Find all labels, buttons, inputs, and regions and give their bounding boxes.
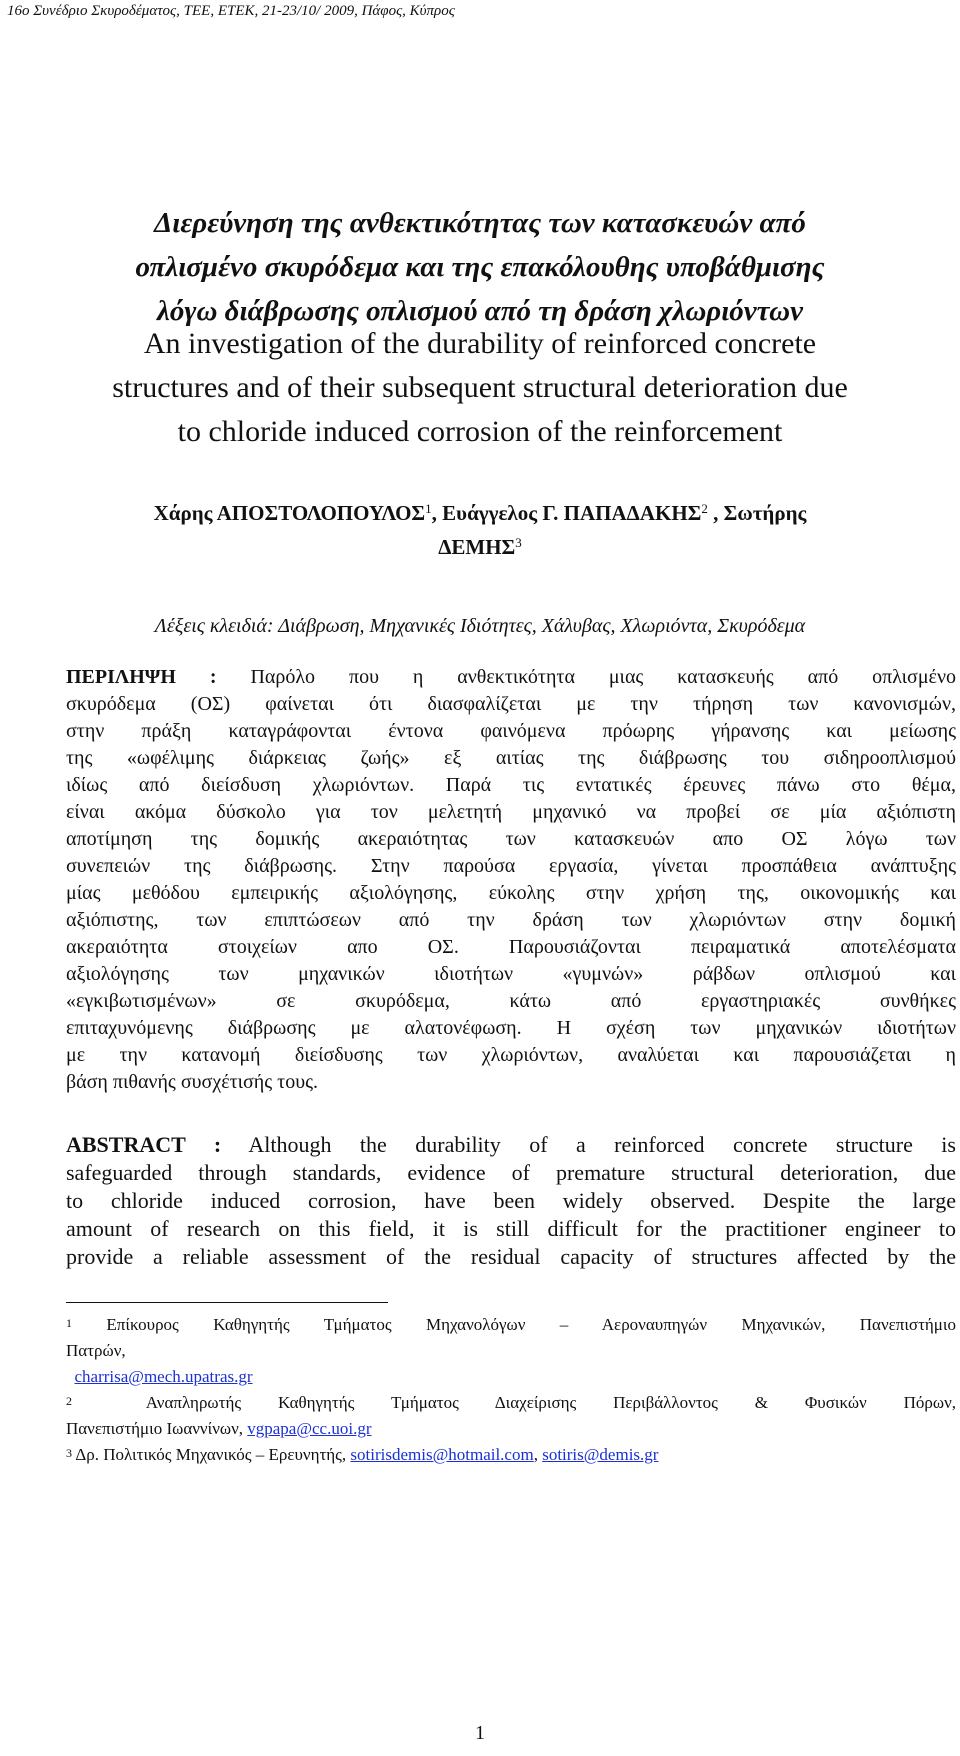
abstract-line [66,664,956,691]
abstract-line: «εγκιβωτισμένων» σε σκυρόδεμα, κάτω από εργαστηριακές συνθήκες [66,990,956,1012]
footnote-text: Πανεπιστήμιο Ιωαννίνων, [66,1419,244,1438]
abstract-greek [66,664,956,1096]
abstract-line: επιταχυνόμενης διάβρωσης με αλατονέφωση. Η σχέση των μηχανικών ιδιοτήτων [66,1017,956,1039]
title-greek-line: οπλισμένο σκυρόδεμα και της επακόλουθης υποβάθμισης [135,251,825,283]
title-english-line: structures and of their subsequent structural deterioration due [112,371,848,404]
abstract-line: ακεραιότητα στοιχείων απο ΟΣ. Παρουσιάζονται πειραματικά αποτελέσματα [66,936,956,958]
abstract-line: αξιολόγησης των μηχανικών ιδιοτήτων «γυμνών» ράβδων οπλισμού και [66,963,956,985]
abstract-line: to chloride induced corrosion, have been widely observed. Despite the large [66,1188,956,1213]
abstract-line: στην πράξη καταγράφονται έντονα φαινόμενα πρόωρης γήρανσης και μείωσης [66,720,956,742]
keywords: Λέξεις κλειδιά: Διάβρωση, Μηχανικές Ιδιότητες, Χάλυβας, Χλωριόντα, Σκυρόδεμα [154,615,806,637]
abstract-heading: ΠΕΡΙΛΗΨΗ : [66,666,217,688]
title-greek [40,201,920,333]
email-link[interactable]: vgpapa@cc.uoi.gr [247,1419,372,1438]
abstract-line: βάση πιθανής συσχέτισής τους. [66,1071,319,1093]
abstract-line: amount of research on this field, it is still difficult for the practitioner engineer to [66,1216,956,1241]
abstract-heading: ABSTRACT : [66,1132,222,1157]
title-english-line: An investigation of the durability of reinforced concrete [143,327,817,360]
abstract-text: Παρόλο που η ανθεκτικότητα μιας κατασκευής από οπλισμένο [250,666,956,688]
email-link[interactable]: sotirisdemis@hotmail.com [350,1445,534,1464]
affiliation-marker: 3 [515,535,522,550]
page-number: 1 [475,1722,485,1744]
footnote-2-cont [66,1416,956,1442]
author-line-1: Χάρης ΑΠΟΣΤΟΛΟΠΟΥΛΟΣ$^1$, Ευάγγελος Γ. ΠΑΠΑΔΑΚΗΣ$^2$ , Σωτήρης [153,501,807,525]
footnote-marker: 1 [66,1316,72,1330]
email-link[interactable]: charrisa@mech.upatras.gr [74,1367,253,1386]
abstract-line [66,1131,956,1159]
title-greek-line: Διερεύνηση της ανθεκτικότητας των κατασκευών από [154,207,806,239]
author-line-2 [40,530,920,564]
abstract-line: provide a reliable assessment of the residual capacity of structures affected by the [66,1244,956,1269]
footnote-text: Δρ. Πολιτικός Μηχανικός – Ερευνητής, [75,1445,347,1464]
abstract-text: Although the durability of a reinforced concrete structure is [248,1132,956,1157]
title-greek-line: λόγω διάβρωσης οπλισμού από τη δράση χλωριόντων [157,295,803,327]
footnote-2 [66,1390,956,1416]
footnote-marker: 3 [66,1446,72,1460]
footnote-1 [66,1312,956,1338]
footnote-1-email-line [66,1364,956,1390]
author-name: Σωτήρης [723,501,807,525]
abstract-line: με την κατανομή διείσδυσης των χλωριόντων, αναλύεται και παρουσιάζεται η [66,1044,956,1066]
abstract-line: ιδίως από διείσδυση χλωριόντων. Παρά τις εντατικές έρευνες πάνω στο θέμα, [66,774,956,796]
abstract-line: μίας μεθόδου εμπειρικής αξιολόγησης, εύκολης στην χρήση της, οικονομικής και [66,882,956,904]
abstract-line: της «ωφέλιμης διάρκειας ζωής» εξ αιτίας της διάβρωσης του σιδηροοπλισμού [66,747,956,769]
abstract-english [66,1131,956,1271]
abstract-line: αποτίμηση της δομικής ακεραιότητας των κατασκευών απο ΟΣ λόγω των [66,828,956,850]
abstract-line: safeguarded through standards, evidence of premature structural deterioration, due [66,1160,956,1185]
abstract-line: συνεπειών της διάβρωσης. Στην παρούσα εργασία, γίνεται προσπάθεια ανάπτυξης [66,855,956,877]
footnote-separator [66,1302,388,1303]
affiliation-marker: 2 [701,501,708,516]
title-english [40,322,920,454]
abstract-line: σκυρόδεμα (ΟΣ) φαίνεται ότι διασφαλίζεται με την τήρηση των κανονισμών, [66,693,956,715]
title-english-line: to chloride induced corrosion of the reinforcement [177,415,783,448]
author-name: Ευάγγελος Γ. ΠΑΠΑΔΑΚΗΣ [442,501,702,525]
email-link[interactable]: sotiris@demis.gr [542,1445,659,1464]
footnote-text: Αναπληρωτής Καθηγητής Τμήματος Διαχείρισης Περιβάλλοντος & Φυσικών Πόρων, [145,1393,957,1412]
footnote-marker: 2 [66,1394,72,1408]
abstract-line: αξιόπιστης, των επιπτώσεων από την δράση των χλωριόντων στην δομική [66,909,956,931]
author-name: Χάρης ΑΠΟΣΤΟΛΟΠΟΥΛΟΣ [153,501,426,525]
footnote-1-cont: Πατρών, [66,1341,126,1360]
abstract-line: είναι ακόμα δύσκολο για τον μελετητή μηχανικό να προβεί σε μία αξιόπιστη [66,801,956,823]
footnote-text: Επίκουρος Καθηγητής Τμήματος Μηχανολόγων – Αεροναυπηγών Μηχανικών, Πανεπιστήμιο [106,1315,956,1334]
footnotes [66,1312,956,1468]
footnote-3: $^3$ Δρ. Πολιτικός Μηχανικός – Ερευνητής, sotirisdemis@hotmail.com, sotiris@demis.gr [66,1445,659,1464]
author-name: ΔΕΜΗΣ [438,535,516,559]
affiliation-marker: 1 [425,501,432,516]
author-list [40,496,920,564]
running-header: 16ο Συνέδριο Σκυροδέματος, ΤΕΕ, ΕΤΕΚ, 21-23/10/ 2009, Πάφος, Κύπρος [7,3,455,19]
